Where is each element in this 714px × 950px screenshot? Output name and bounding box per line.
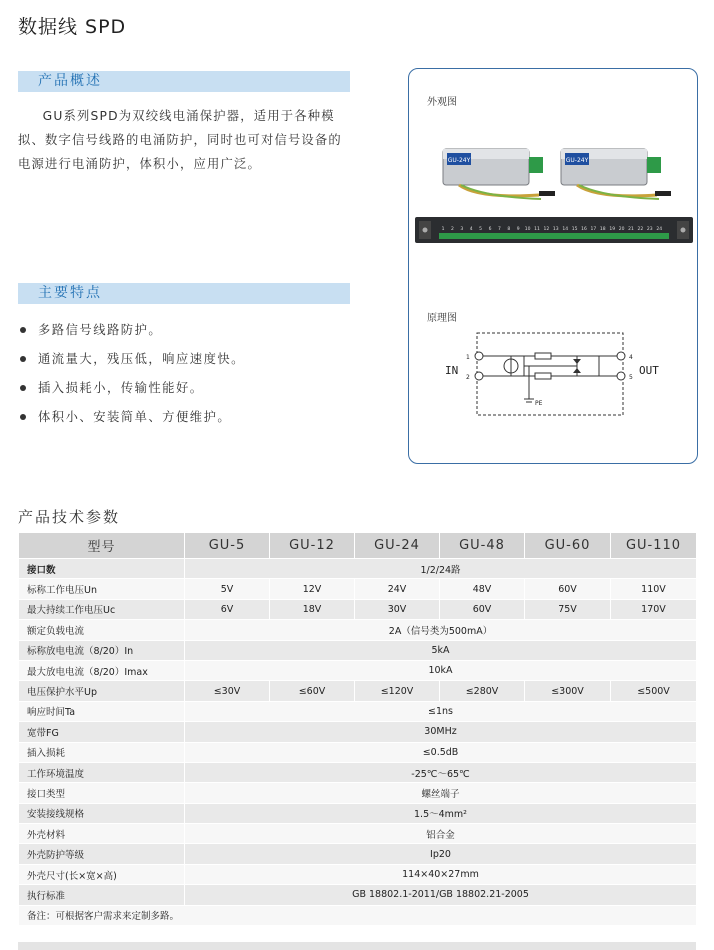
rack-port-number: 8 (507, 227, 511, 232)
table-row (19, 660, 697, 680)
features-heading: 主要特点 (18, 283, 350, 304)
device-label-1: GU-24Y (447, 157, 471, 164)
rack-unit-photo (415, 213, 693, 247)
rack-port-number: 22 (637, 227, 644, 232)
table-note-row (19, 905, 697, 925)
row-value: Ip20 (185, 844, 697, 864)
row-label: 电压保护水平Up (19, 681, 185, 701)
row-value: ≤120V (355, 681, 440, 701)
table-note: 备注：可根据客户需求来定制多路。 (19, 905, 697, 925)
row-value: 5kA (185, 640, 697, 660)
row-value: ≤0.5dB (185, 742, 697, 762)
row-label: 最大持续工作电压Uc (19, 599, 185, 619)
table-row (19, 803, 697, 823)
feature-list (18, 320, 348, 436)
row-value: 5V (185, 579, 270, 599)
row-value: ≤1ns (185, 701, 697, 721)
rack-port-number: 12 (543, 227, 550, 232)
feature-item: 通流量大，残压低，响应速度快。 (18, 349, 348, 378)
rack-port-number: 9 (516, 227, 520, 232)
row-label: 外壳尺寸(长×宽×高) (19, 864, 185, 884)
row-value: 75V (525, 599, 611, 619)
model-column-header: GU-110 (611, 533, 697, 559)
row-value: 12V (270, 579, 355, 599)
device-unit-2 (561, 149, 671, 199)
table-row (19, 599, 697, 619)
table-title: 产品技术参数 (18, 508, 121, 526)
model-column-header: GU-48 (440, 533, 525, 559)
table-row (19, 722, 697, 742)
rack-port-number: 17 (590, 227, 597, 232)
pin-2-label: 2 (466, 374, 470, 381)
row-label: 接口数 (19, 559, 185, 579)
row-value: 60V (440, 599, 525, 619)
pin-5-label: 5 (629, 374, 633, 381)
spec-table (18, 532, 697, 926)
model-column-header: GU-5 (185, 533, 270, 559)
figure-panel (408, 68, 698, 464)
row-value: ≤280V (440, 681, 525, 701)
table-row (19, 762, 697, 782)
table-row (19, 640, 697, 660)
table-row (19, 844, 697, 864)
table-row (19, 885, 697, 905)
rack-port-number: 21 (628, 227, 634, 232)
device-unit-1 (443, 149, 555, 199)
row-label: 最大放电电流（8/20）Imax (19, 660, 185, 680)
feature-item: 体积小、安装简单、方便维护。 (18, 407, 348, 436)
row-value: 30MHz (185, 722, 697, 742)
row-label: 执行标准 (19, 885, 185, 905)
row-value: 1/2/24路 (185, 559, 697, 579)
row-value: 170V (611, 599, 697, 619)
rack-port-number: 11 (534, 227, 540, 232)
row-value: 10kA (185, 660, 697, 680)
row-label: 标称放电电流（8/20）In (19, 640, 185, 660)
row-value: 60V (525, 579, 611, 599)
row-value: 18V (270, 599, 355, 619)
pin-1-label: 1 (466, 354, 470, 361)
row-value: -25℃～65℃ (185, 762, 697, 782)
row-label: 外壳防护等级 (19, 844, 185, 864)
row-value: 1.5～4mm² (185, 803, 697, 823)
rack-port-number: 23 (646, 227, 653, 232)
row-label: 宽带FG (19, 722, 185, 742)
rack-port-number: 14 (562, 227, 569, 232)
row-value: 48V (440, 579, 525, 599)
rack-port-number: 18 (599, 227, 606, 232)
row-value: 114×40×27mm (185, 864, 697, 884)
row-value: 铝合金 (185, 824, 697, 844)
rack-port-number: 16 (581, 227, 587, 232)
bottom-bar (18, 942, 696, 950)
row-label: 安装接线规格 (19, 803, 185, 823)
row-label: 外壳材料 (19, 824, 185, 844)
row-label: 接口类型 (19, 783, 185, 803)
bullet-icon (20, 385, 26, 391)
overview-text: GU系列SPD为双绞线电涌保护器，适用于各种模拟、数字信号线路的电涌防护，同时也可对信号设备的电源进行电涌防护，体积小，应用广泛。 (18, 109, 342, 171)
table-row (19, 559, 697, 579)
rack-port-number: 19 (609, 227, 616, 232)
rack-port-number: 13 (552, 227, 559, 232)
bullet-icon (20, 356, 26, 362)
rack-port-number: 20 (618, 227, 625, 232)
row-value: 110V (611, 579, 697, 599)
pe-label: PE (535, 400, 543, 407)
schematic-label: 原理图 (427, 313, 457, 324)
row-value: GB 18802.1-2011/GB 18802.21-2005 (185, 885, 697, 905)
rack-port-number: 3 (460, 227, 464, 232)
row-value: 24V (355, 579, 440, 599)
rack-port-number: 24 (656, 227, 663, 232)
feature-item: 多路信号线路防护。 (18, 320, 348, 349)
in-label: IN (445, 364, 459, 377)
rack-port-number: 15 (571, 227, 578, 232)
rack-port-number: 4 (469, 227, 473, 232)
row-value: ≤500V (611, 681, 697, 701)
table-row (19, 681, 697, 701)
row-value: ≤30V (185, 681, 270, 701)
row-value: 6V (185, 599, 270, 619)
rack-port-number: 7 (497, 227, 501, 232)
model-column-header: GU-60 (525, 533, 611, 559)
table-row (19, 783, 697, 803)
row-value: 30V (355, 599, 440, 619)
table-header-row (19, 533, 697, 559)
row-value: ≤60V (270, 681, 355, 701)
table-row (19, 824, 697, 844)
out-label: OUT (639, 364, 659, 377)
table-row (19, 864, 697, 884)
feature-item: 插入损耗小，传输性能好。 (18, 378, 348, 407)
row-label: 插入损耗 (19, 742, 185, 762)
model-header: 型号 (19, 533, 185, 559)
table-row (19, 579, 697, 599)
table-row (19, 701, 697, 721)
schematic-diagram (429, 325, 699, 425)
pin-4-label: 4 (629, 354, 633, 361)
rack-port-number: 2 (450, 227, 454, 232)
table-row (19, 620, 697, 640)
device-photo (439, 141, 679, 203)
rack-port-number: 1 (441, 227, 445, 232)
row-label: 标称工作电压Un (19, 579, 185, 599)
appearance-label: 外观图 (427, 97, 457, 108)
model-column-header: GU-12 (270, 533, 355, 559)
rack-port-number: 6 (488, 227, 492, 232)
row-value: ≤300V (525, 681, 611, 701)
row-label: 响应时间Ta (19, 701, 185, 721)
model-column-header: GU-24 (355, 533, 440, 559)
row-label: 额定负载电流 (19, 620, 185, 640)
overview-heading: 产品概述 (18, 71, 350, 92)
rack-port-number: 5 (479, 227, 483, 232)
page-title: 数据线 SPD (18, 16, 127, 38)
row-value: 2A（信号类为500mA） (185, 620, 697, 640)
table-row (19, 742, 697, 762)
row-value: 螺丝端子 (185, 783, 697, 803)
rack-port-number: 10 (524, 227, 531, 232)
row-label: 工作环境温度 (19, 762, 185, 782)
device-label-2: GU-24Y (565, 157, 589, 164)
bullet-icon (20, 414, 26, 420)
bullet-icon (20, 327, 26, 333)
